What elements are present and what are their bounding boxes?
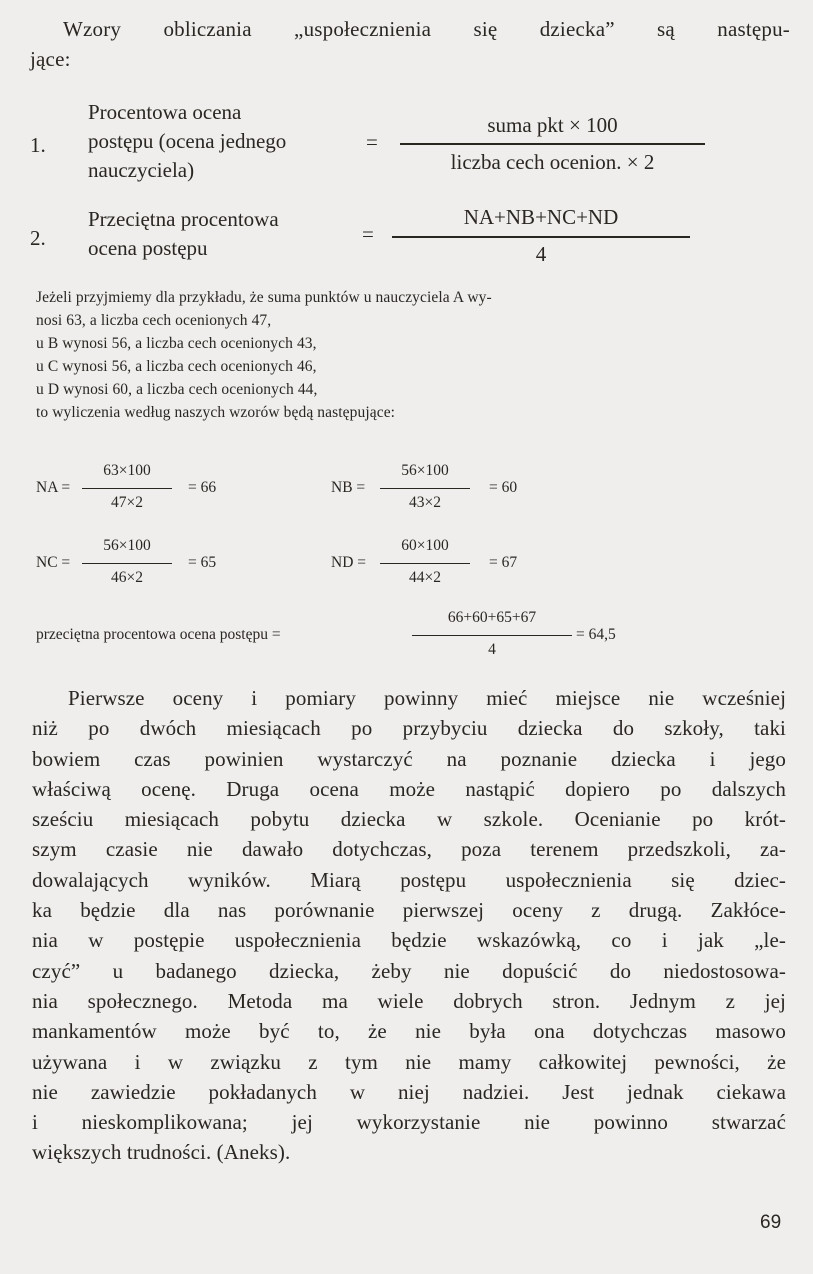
calc-numerator: 66+60+65+67 <box>447 609 537 626</box>
fraction-denominator: liczba cech ocenion. × 2 <box>450 150 655 174</box>
paragraph-line: nia społecznego. Metoda ma wiele dobrych stron. Jednym z jej <box>32 988 786 1013</box>
calc-label: NB = <box>331 479 366 496</box>
example-line: u B wynosi 56, a liczba cech ocenionych 43, <box>36 335 317 352</box>
formula-number: 1. <box>30 133 46 157</box>
paragraph-line: większych trudności. (Aneks). <box>32 1140 291 1165</box>
paragraph-line: sześciu miesiącach pobytu dziecka w szkole. Ocenianie po krót- <box>32 807 786 832</box>
equals-sign: = <box>366 130 378 154</box>
calc-numerator: 60×100 <box>401 537 449 554</box>
calc-label: przeciętna procentowa ocena postępu = <box>36 626 281 643</box>
page-number: 69 <box>760 1212 782 1233</box>
formula-label-line: Przeciętna procentowa <box>88 207 279 231</box>
calc-numerator: 63×100 <box>103 462 151 479</box>
intro-line: Wzory obliczania „uspołecznienia się dziecka” są następu- <box>63 17 790 41</box>
calc-result: = 66 <box>188 479 217 496</box>
calc-label: NC = <box>36 554 71 571</box>
calc-result: = 64,5 <box>576 626 616 643</box>
paragraph-line: i nieskomplikowana; jej wykorzystanie nie powinno stwarzać <box>32 1110 786 1135</box>
calc-label: ND = <box>331 554 367 571</box>
paragraph-line: nia w postępie uspołecznienia będzie wskazówką, co i jak „le- <box>32 928 786 953</box>
calc-label: NA = <box>36 479 71 496</box>
paragraph-line: dowalających wyników. Miarą postępu uspołecznienia się dziec- <box>32 867 786 892</box>
paragraph-line: bowiem czas powinien wystarczyć na poznanie dziecka i jego <box>32 746 786 771</box>
calc-result: = 67 <box>489 554 518 571</box>
calc-denominator: 46×2 <box>111 569 143 586</box>
fraction-denominator: 4 <box>535 242 547 266</box>
body-paragraph <box>32 683 786 1168</box>
formula-label-line: Procentowa ocena <box>88 100 242 124</box>
example-text <box>36 286 786 424</box>
fraction-numerator: suma pkt × 100 <box>487 113 618 137</box>
paragraph-line: niż po dwóch miesiącach po przybyciu dziecka do szkoły, taki <box>32 716 786 741</box>
calc-denominator: 43×2 <box>409 494 441 511</box>
paragraph-line: używana i w związku z tym nie mamy całkowitej pewności, że <box>32 1049 786 1074</box>
intro-text <box>30 14 790 74</box>
example-line: Jeżeli przyjmiemy dla przykładu, że suma punktów u nauczyciela A wy- <box>36 289 492 306</box>
paragraph-line: mankamentów może być to, że nie była ona dotychczas masowo <box>32 1019 786 1044</box>
formula-label-line: postępu (ocena jednego <box>88 129 287 153</box>
calc-denominator: 44×2 <box>409 569 441 586</box>
fraction-numerator: NA+NB+NC+ND <box>463 205 619 229</box>
formula-label <box>88 98 286 185</box>
example-line: to wyliczenia według naszych wzorów będą następujące: <box>36 404 396 421</box>
calc-result: = 65 <box>188 554 217 571</box>
paragraph-line: właściwą ocenę. Druga ocena może nastąpić dopiero po dalszych <box>32 776 786 801</box>
fraction-bar <box>412 635 572 636</box>
paragraph-line: Pierwsze oceny i pomiary powinny mieć miejsce nie wcześniej <box>68 686 786 710</box>
formula-label-line: ocena postępu <box>88 236 208 260</box>
formula-label-line: nauczyciela) <box>88 158 195 182</box>
paragraph-line: nie zawiedzie pokładanych w niej nadziei. Jest jednak ciekawa <box>32 1079 786 1104</box>
example-line: u C wynosi 56, a liczba cech ocenionych 46, <box>36 358 317 375</box>
formula-number: 2. <box>30 226 46 250</box>
intro-line: jące: <box>30 47 71 71</box>
calc-denominator: 4 <box>488 641 496 658</box>
paragraph-line: szym czasie nie dawało dotychczas, poza terenem przedszkoli, za- <box>32 837 786 862</box>
example-line: u D wynosi 60, a liczba cech ocenionych 44, <box>36 381 318 398</box>
fraction-bar <box>400 143 705 145</box>
example-line: nosi 63, a liczba cech ocenionych 47, <box>36 312 272 329</box>
fraction-bar <box>392 236 690 238</box>
fraction-bar <box>380 563 470 564</box>
equals-sign: = <box>362 222 374 246</box>
calc-result: = 60 <box>489 479 518 496</box>
fraction-bar <box>82 488 172 489</box>
calc-denominator: 47×2 <box>111 494 143 511</box>
fraction-bar <box>380 488 470 489</box>
calc-numerator: 56×100 <box>103 537 151 554</box>
fraction-bar <box>82 563 172 564</box>
paragraph-line: ka będzie dla nas porównanie pierwszej oceny z drugą. Zakłóce- <box>32 898 786 923</box>
formula-label <box>88 205 279 263</box>
calc-numerator: 56×100 <box>401 462 449 479</box>
paragraph-line: czyć” u badanego dziecka, żeby nie dopuścić do niedostosowa- <box>32 958 786 983</box>
